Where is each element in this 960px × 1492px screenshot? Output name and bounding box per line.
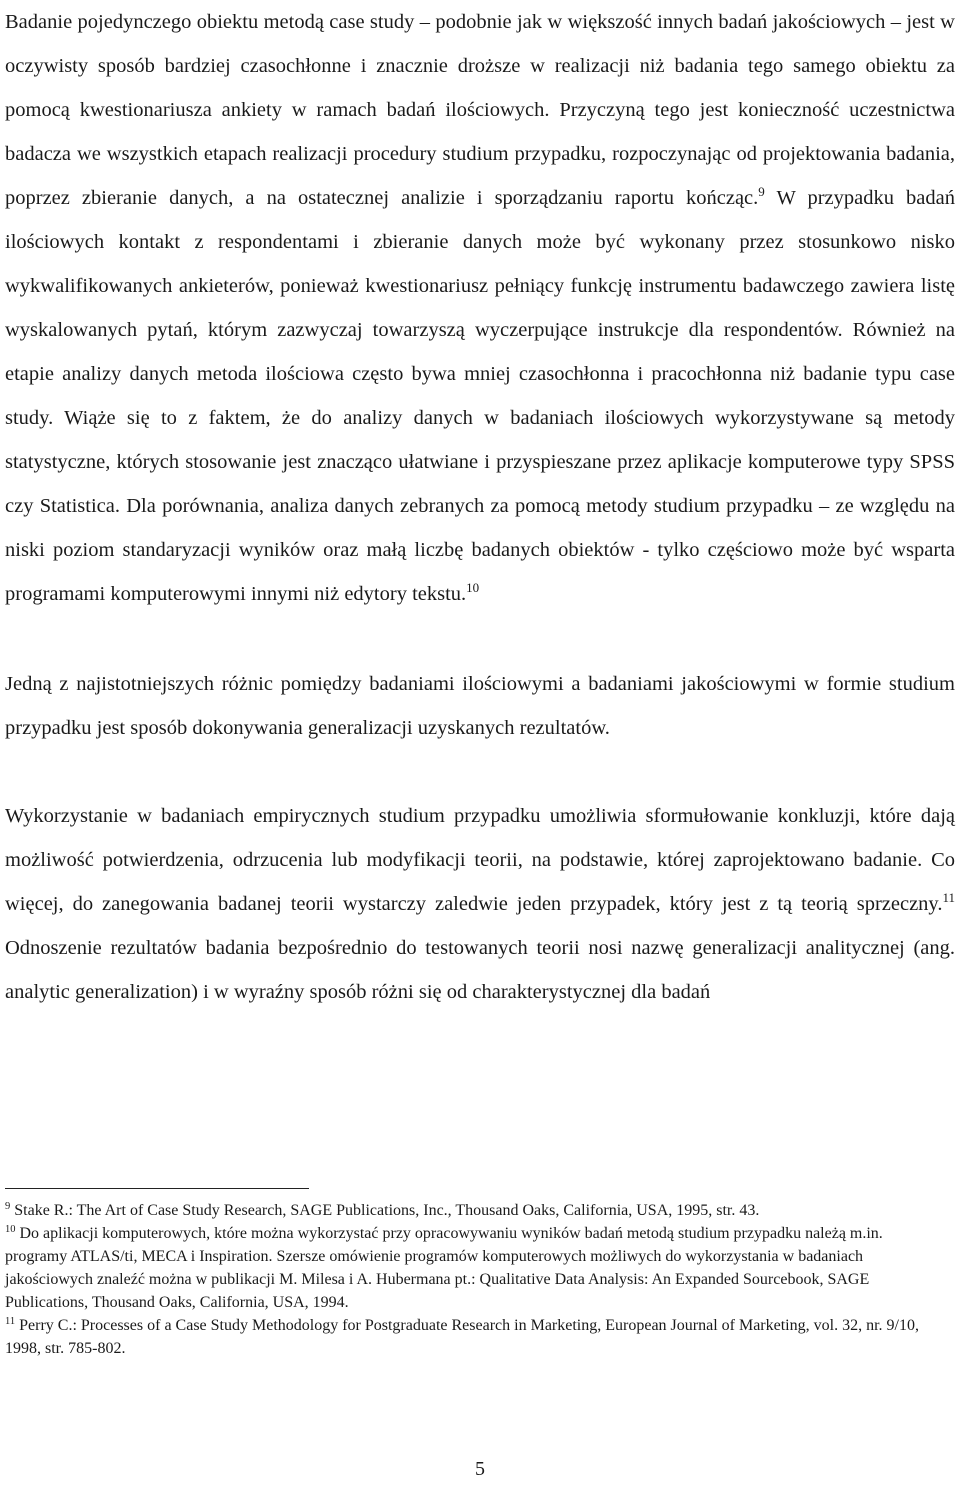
footnote-10 (5, 1222, 945, 1314)
paragraph-3-text-a: Wykorzystanie w badaniach empirycznych studium przypadku umożliwia sformułowanie konkluzji, które dają możliwość potwierdzenia, odrzucenia lub modyfikacji teorii, na podstawie, której zaprojektowano badanie. Co więcej, do zanegowania badanej teorii wystarczy zaledwie jeden przypadek, który jest z tą teorią sprzeczny. (5, 805, 955, 915)
footnote-text: Do aplikacji komputerowych, które można wykorzystać przy opracowywaniu wyników badań metodą studium przypadku należą m.in. programy ATLAS/ti, MECA i Inspiration. Szersze omówienie programów komputerowych możliwych do wykorzystania w badaniach jakościowych znaleźć można w publikacji M. Milesa i A. Hubermana pt.: Qualitative Data Analysis: An Expanded Sourcebook, SAGE Publications, Thousand Oaks, California, USA, 1994. (5, 1225, 883, 1311)
paragraph-3-text-b: Odnoszenie rezultatów badania bezpośrednio do testowanych teorii nosi nazwę generalizacji analitycznej (ang. analytic generalization) i w wyraźny sposób różni się od charakterystycznej dla badań (5, 937, 955, 1003)
footnote-text: Stake R.: The Art of Case Study Research, SAGE Publications, Inc., Thousand Oaks, California, USA, 1995, str. 43. (14, 1202, 760, 1219)
footnote-ref-11[interactable]: 11 (942, 890, 955, 905)
footnote-text: Perry C.: Processes of a Case Study Methodology for Postgraduate Research in Marketing, European Journal of Marketing, vol. 32, nr. 9/10, 1998, str. 785-802. (5, 1317, 919, 1357)
footnote-9 (5, 1199, 945, 1222)
footnote-number: 10 (5, 1224, 16, 1235)
body-paragraph-2: Jedną z najistotniejszych różnic pomiędzy badaniami ilościowymi a badaniami jakościowymi w formie studium przypadku jest sposób dokonywania generalizacji uzyskanych rezultatów. (5, 673, 955, 739)
document-page (5, 0, 955, 1357)
body-paragraph-3 (5, 794, 955, 1014)
paragraph-1-text-b: W przypadku badań ilościowych kontakt z respondentami i zbieranie danych może być wykonany przez stosunkowo nisko wykwalifikowanych ankieterów, ponieważ kwestionariusz pełniący funkcję instrumentu badawczego zawiera listę wyskalowanych pytań, którym zazwyczaj towarzyszą wyczerpujące instrukcje dla respondentów. Również na etapie analizy danych metoda ilościowa często bywa mniej czasochłonna i pracochłonna niż badanie typu case study. Wiąże się to z faktem, że do analizy danych w badaniach ilościowych wykorzystywane są metody statystyczne, których stosowanie jest znacząco ułatwiane i przyspieszane przez aplikacje komputerowe typy SPSS czy Statistica. Dla porównania, analiza danych zebranych za pomocą metody studium przypadku – ze względu na niski poziom standaryzacji wyników oraz małą liczbę badanych obiektów - tylko częściowo może być wsparta programami komputerowymi innymi niż edytory tekstu. (5, 187, 955, 605)
paragraph-1-text-a: Badanie pojedynczego obiektu metodą case study – podobnie jak w większość innych badań jakościowych – jest w oczywisty sposób bardziej czasochłonne i znacznie droższe w realizacji niż badania tego samego obiektu za pomocą kwestionariusza ankiety w ramach badań ilościowych. Przyczyną tego jest konieczność uczestnictwa badacza we wszystkich etapach realizacji procedury studium przypadku, rozpoczynając od projektowania badania, poprzez zbieranie danych, a na ostatecznej analizie i sporządzaniu raportu kończąc. (5, 11, 955, 209)
footnote-ref-10[interactable]: 10 (466, 580, 480, 595)
footnote-number: 11 (5, 1316, 16, 1327)
footnote-separator (5, 1188, 309, 1189)
footnotes-section (5, 1199, 945, 1360)
footnote-number: 9 (5, 1201, 11, 1212)
footnote-11 (5, 1314, 945, 1360)
page-number: 5 (475, 1458, 485, 1480)
body-paragraph-1 (5, 0, 955, 616)
footnote-ref-9[interactable]: 9 (758, 184, 765, 199)
